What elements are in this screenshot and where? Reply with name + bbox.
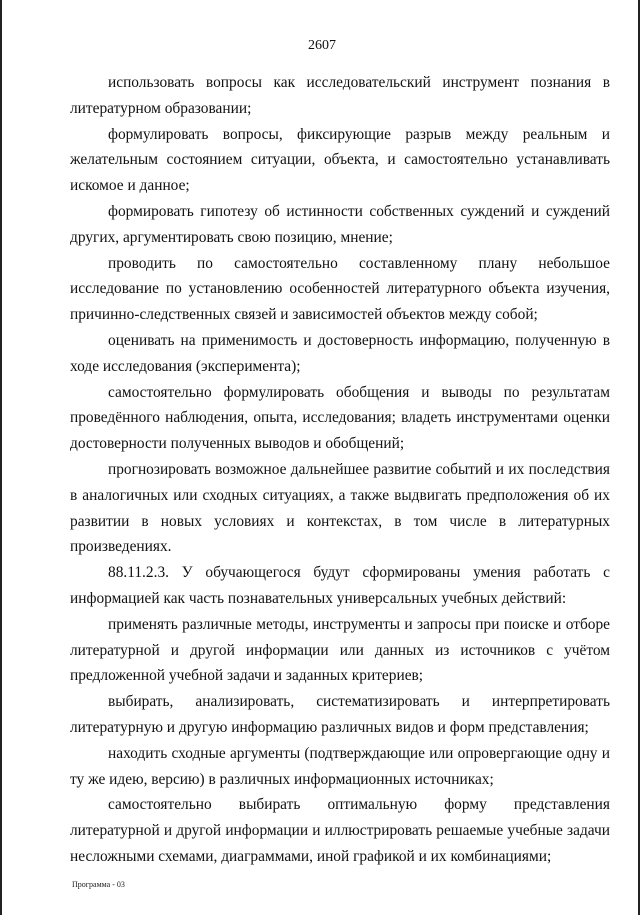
paragraph: использовать вопросы как исследовательский инструмент познания в литературном образовании;	[70, 74, 610, 117]
footer-label: Программа - 03	[72, 880, 125, 889]
paragraph: самостоятельно выбирать оптимальную форму представления литературной и другой информации и иллюстрировать решаемые учебные задачи несложными схемами, диаграммами, иной графикой и их комбинациями;	[70, 796, 610, 865]
paragraph: проводить по самостоятельно составленному плану небольшое исследование по установлению особенностей литературного объекта изучения, причинно-следственных связей и зависимостей объектов между собой;	[70, 254, 610, 324]
paragraph: формулировать вопросы, фиксирующие разрыв между реальным и желательным состоянием ситуации, объекта, и самостоятельно устанавливать искомое и данное;	[70, 125, 610, 195]
paragraph: находить сходные аргументы (подтверждающие или опровергающие одну и ту же идею, версию) в различных информационных источниках;	[70, 744, 610, 788]
paragraph: прогнозировать возможное дальнейшее развитие событий и их последствия в аналогичных или сходных ситуациях, а также выдвигать предположения об их развитии в новых условиях и контекстах, в том числе в литературных произведениях.	[70, 460, 610, 556]
page-number: 2607	[308, 38, 336, 53]
paragraph: применять различные методы, инструменты и запросы при поиске и отборе литературной и другой информации или данных из источников с учётом предложенной учебной задачи и заданных критериев;	[70, 615, 610, 685]
paragraph: выбирать, анализировать, систематизировать и интерпретировать литературную и другую информацию различных видов и форм представления;	[70, 693, 610, 736]
document-body	[70, 70, 610, 870]
paragraph: оценивать на применимость и достоверность информацию, полученную в ходе исследования (эксперимента);	[70, 331, 610, 375]
paragraph: самостоятельно формулировать обобщения и выводы по результатам проведённого наблюдения, опыта, исследования; владеть инструментами оценки достоверности полученных выводов и обобщений;	[70, 383, 610, 453]
section-paragraph: 88.11.2.3. У обучающегося будут сформированы умения работать с информацией как часть познавательных универсальных учебных действий:	[70, 564, 610, 607]
paragraph: формировать гипотезу об истинности собственных суждений и суждений других, аргументировать свою позицию, мнение;	[70, 202, 610, 246]
